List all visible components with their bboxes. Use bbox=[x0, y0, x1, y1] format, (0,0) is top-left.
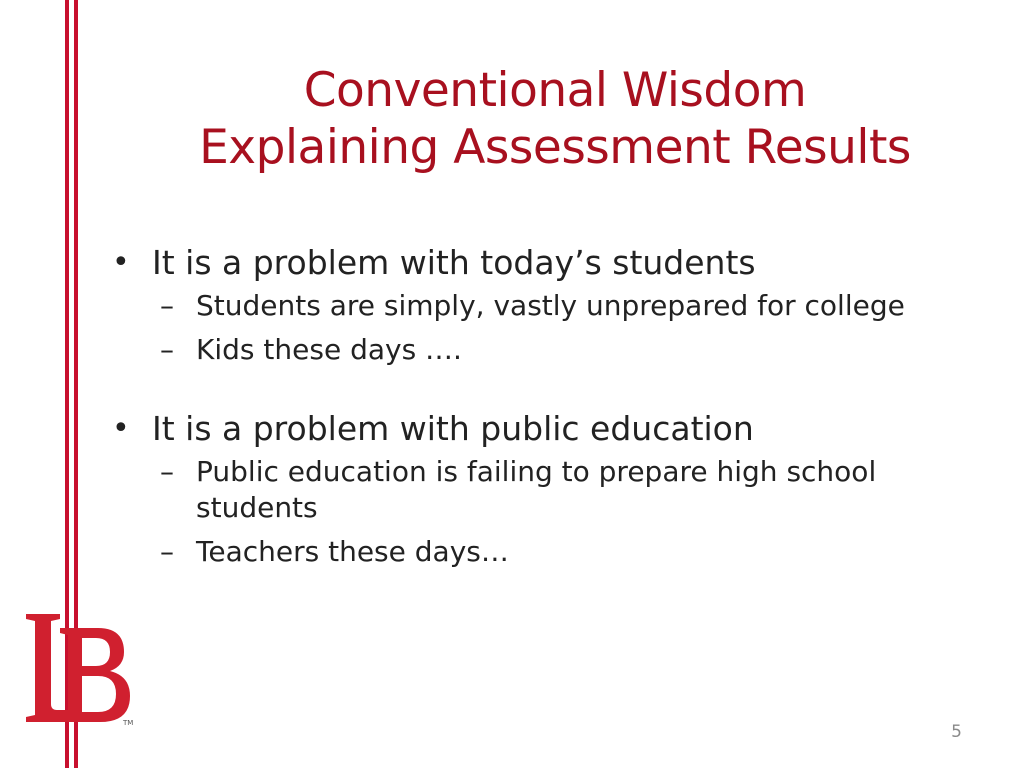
sub-bullet-list bbox=[160, 288, 970, 368]
en-dash-icon: – bbox=[160, 333, 174, 366]
slide-title-line-1: Conventional Wisdom bbox=[303, 63, 807, 118]
trademark-mark: TM bbox=[123, 719, 134, 727]
bullet-text: It is a problem with today’s students bbox=[152, 243, 756, 282]
bullet-group-2 bbox=[110, 406, 970, 570]
bullet-content bbox=[110, 240, 970, 578]
bullet-dot-icon: • bbox=[112, 411, 130, 446]
sub-bullet-text: Teachers these days… bbox=[196, 535, 509, 568]
sub-bullet-item bbox=[160, 288, 970, 324]
bullet-group-1 bbox=[110, 240, 970, 368]
en-dash-icon: – bbox=[160, 289, 174, 322]
bullet-item bbox=[110, 406, 970, 452]
page-number: 5 bbox=[951, 722, 962, 742]
en-dash-icon: – bbox=[160, 535, 174, 568]
sub-bullet-item bbox=[160, 534, 970, 570]
sub-bullet-item bbox=[160, 332, 970, 368]
bullet-dot-icon: • bbox=[112, 245, 130, 280]
slide-title bbox=[100, 62, 1010, 176]
sub-bullet-text: Kids these days …. bbox=[196, 333, 462, 366]
sub-bullet-list bbox=[160, 454, 970, 570]
lb-monogram-logo-icon bbox=[20, 600, 138, 728]
bullet-text: It is a problem with public education bbox=[152, 409, 754, 448]
slide-title-line-2: Explaining Assessment Results bbox=[199, 120, 911, 175]
en-dash-icon: – bbox=[160, 455, 174, 488]
bullet-item bbox=[110, 240, 970, 286]
sub-bullet-text: Public education is failing to prepare high school students bbox=[196, 455, 877, 524]
sub-bullet-text: Students are simply, vastly unprepared for college bbox=[196, 289, 905, 322]
sub-bullet-item bbox=[160, 454, 970, 526]
